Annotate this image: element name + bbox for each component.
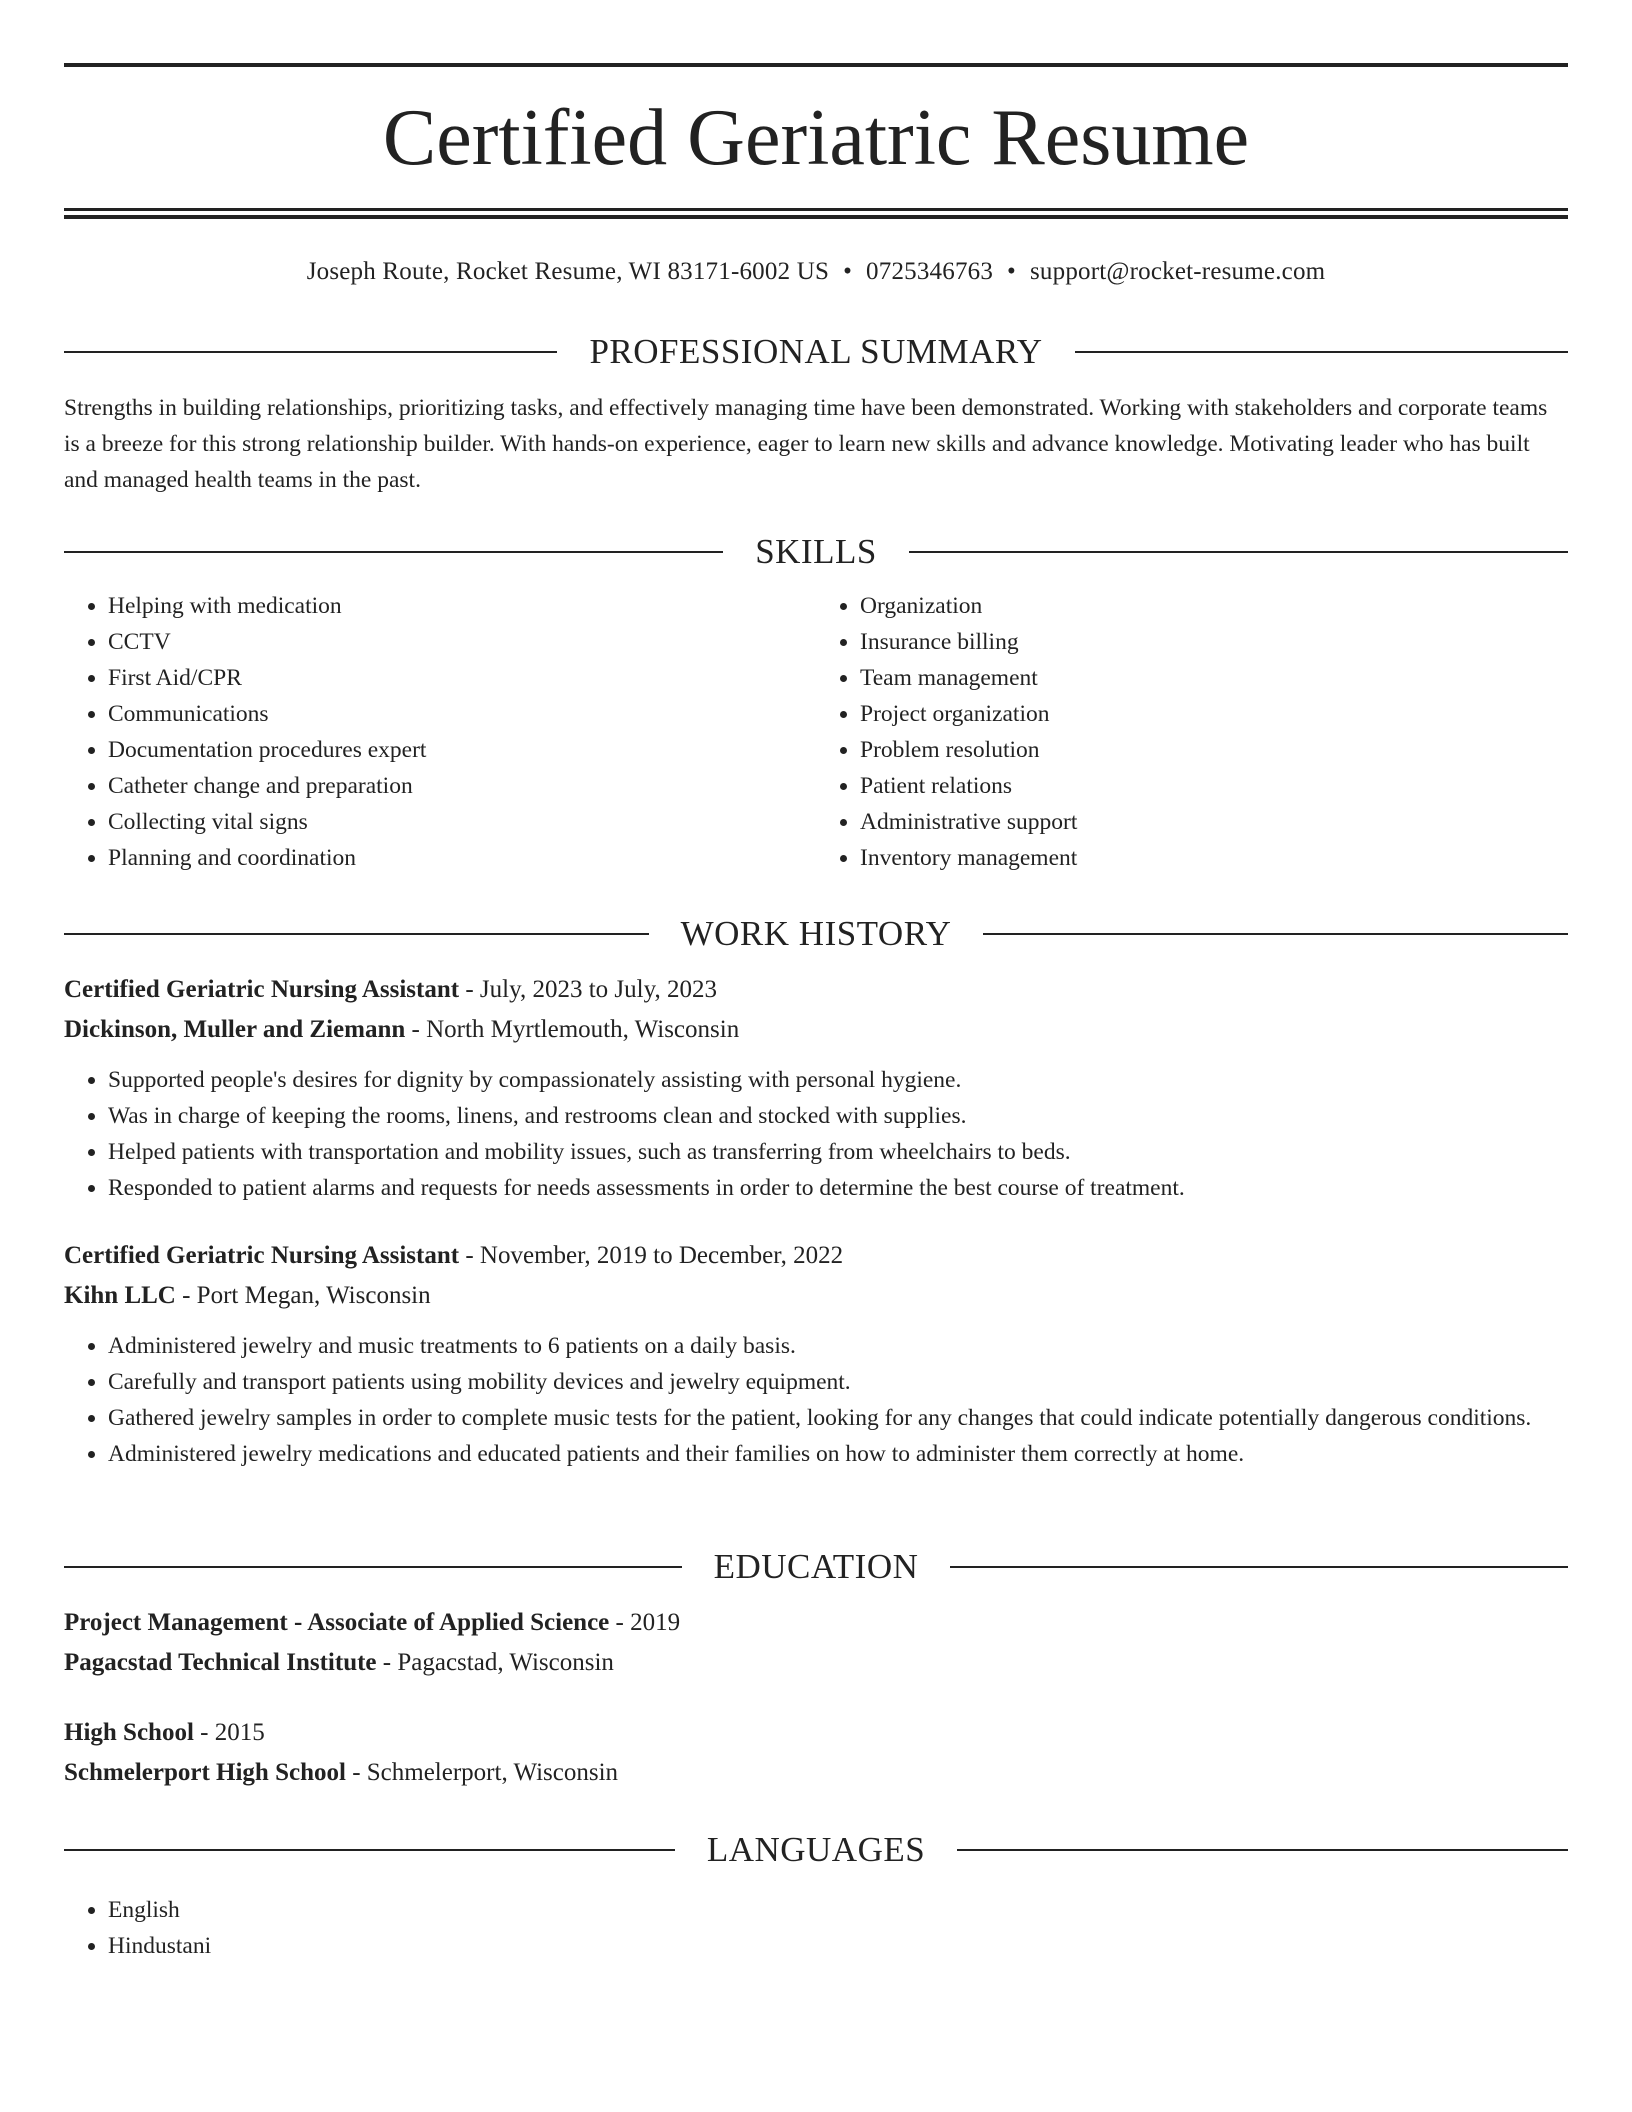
skill-item: • Organization [860, 588, 1568, 624]
education-entry [64, 1603, 1568, 1683]
school: Pagacstad Technical Institute [64, 1649, 377, 1676]
skill-item: • Inventory management [860, 840, 1568, 876]
job-bullet: • Was in charge of keeping the rooms, linens, and restrooms clean and stocked with supplies. [108, 1098, 1568, 1134]
skills-list-right [816, 588, 1568, 876]
job-bullet: • Administered jewelry medications and educated patients and their families on how to administer them correctly at home. [108, 1436, 1568, 1472]
top-rule [64, 63, 1568, 67]
heading-rule-right [909, 551, 1568, 553]
job-company-line [64, 1010, 1568, 1050]
skill-item: • Helping with medication [108, 588, 816, 624]
job-location: - Port Megan, Wisconsin [175, 1282, 431, 1309]
heading-rule-right [950, 1566, 1568, 1568]
contact-separator: • [1007, 258, 1016, 285]
education-heading-label: EDUCATION [713, 1547, 919, 1586]
job-bullet: • Supported people's desires for dignity by compassionately assisting with personal hygiene. [108, 1062, 1568, 1098]
education-heading [64, 1545, 1568, 1589]
skills-heading-label: SKILLS [755, 532, 877, 571]
skills-heading [64, 530, 1568, 574]
job-dates: - July, 2023 to July, 2023 [459, 976, 717, 1003]
work-heading [64, 912, 1568, 956]
languages-heading-label: LANGUAGES [706, 1830, 926, 1869]
summary-section [64, 330, 1568, 498]
contact-phone: 0725346763 [866, 258, 994, 285]
job-title: Certified Geriatric Nursing Assistant [64, 976, 460, 1003]
skill-item: • First Aid/CPR [108, 660, 816, 696]
summary-text: Strengths in building relationships, prioritizing tasks, and effectively managing time have been demonstrated. Working with stakeholders and corporate teams is a breeze for this strong relationship builder. With hands-on experience, eager to learn new skills and advance knowledge. Motivating leader who has built and managed health teams in the past. [64, 395, 1548, 493]
school-location: - Schmelerport, Wisconsin [345, 1759, 619, 1786]
job-title: Certified Geriatric Nursing Assistant [64, 1242, 460, 1269]
education-entry [64, 1713, 1568, 1793]
job-entry [64, 970, 1568, 1206]
heading-rule-left [64, 933, 649, 935]
summary-heading [64, 330, 1568, 374]
degree-year: - 2015 [193, 1719, 265, 1746]
skill-item: • Administrative support [860, 804, 1568, 840]
heading-rule-right [983, 933, 1568, 935]
job-company: Dickinson, Muller and Ziemann [64, 1016, 406, 1043]
job-location: - North Myrtlemouth, Wisconsin [405, 1016, 740, 1043]
job-title-line [64, 970, 1568, 1010]
languages-section [64, 1828, 1568, 1964]
education-section [64, 1545, 1568, 1793]
languages-list [64, 1892, 1568, 1964]
language-item: • English [108, 1892, 1568, 1928]
job-company-line [64, 1276, 1568, 1316]
heading-rule-left [64, 551, 723, 553]
skill-item: • Project organization [860, 696, 1568, 732]
language-item: • Hindustani [108, 1928, 1568, 1964]
skill-item: • Documentation procedures expert [108, 732, 816, 768]
school-line [64, 1753, 1568, 1793]
job-bullets [64, 1328, 1568, 1472]
skill-item: • Team management [860, 660, 1568, 696]
degree-line [64, 1713, 1568, 1753]
languages-heading [64, 1828, 1568, 1872]
skill-item: • Problem resolution [860, 732, 1568, 768]
contact-address: Joseph Route, Rocket Resume, WI 83171-6002 US [306, 258, 830, 285]
skill-item: • Insurance billing [860, 624, 1568, 660]
job-bullets [64, 1062, 1568, 1206]
heading-rule-left [64, 351, 557, 353]
degree-line [64, 1603, 1568, 1643]
degree: Project Management - Associate of Applied Science [64, 1609, 610, 1636]
job-bullet: • Administered jewelry and music treatments to 6 patients on a daily basis. [108, 1328, 1568, 1364]
school-line [64, 1643, 1568, 1683]
skill-item: • Communications [108, 696, 816, 732]
heading-rule-left [64, 1849, 675, 1851]
resume-title: Certified Geriatric Resume [382, 94, 1250, 182]
contact-line [64, 254, 1568, 290]
job-title-line [64, 1236, 1568, 1276]
skills-list-left [64, 588, 816, 876]
degree-year: - 2019 [609, 1609, 681, 1636]
work-heading-label: WORK HISTORY [680, 914, 952, 953]
heading-rule-right [957, 1849, 1568, 1851]
school: Schmelerport High School [64, 1759, 346, 1786]
job-dates: - November, 2019 to December, 2022 [459, 1242, 844, 1269]
skill-item: • Collecting vital signs [108, 804, 816, 840]
contact-email: support@rocket-resume.com [1030, 258, 1326, 285]
contact-separator: • [843, 258, 853, 285]
summary-heading-label: PROFESSIONAL SUMMARY [589, 332, 1043, 371]
heading-rule-left [64, 1566, 682, 1568]
skill-item: • Catheter change and preparation [108, 768, 816, 804]
skill-item: • Patient relations [860, 768, 1568, 804]
degree: High School [64, 1719, 194, 1746]
job-entry [64, 1236, 1568, 1472]
work-section [64, 912, 1568, 1472]
job-bullet: • Gathered jewelry samples in order to complete music tests for the patient, looking for any changes that could indicate potentially dangerous conditions. [108, 1400, 1568, 1436]
job-bullet: • Responded to patient alarms and requests for needs assessments in order to determine the best course of treatment. [108, 1170, 1568, 1206]
skill-item: • Planning and coordination [108, 840, 816, 876]
title-double-rule [64, 208, 1568, 219]
job-bullet: • Carefully and transport patients using mobility devices and jewelry equipment. [108, 1364, 1568, 1400]
school-location: - Pagacstad, Wisconsin [376, 1649, 614, 1676]
heading-rule-right [1075, 351, 1568, 353]
skill-item: • CCTV [108, 624, 816, 660]
skills-section [64, 530, 1568, 876]
job-bullet: • Helped patients with transportation and mobility issues, such as transferring from wheelchairs to beds. [108, 1134, 1568, 1170]
job-company: Kihn LLC [64, 1282, 176, 1309]
skills-columns [64, 588, 1568, 876]
